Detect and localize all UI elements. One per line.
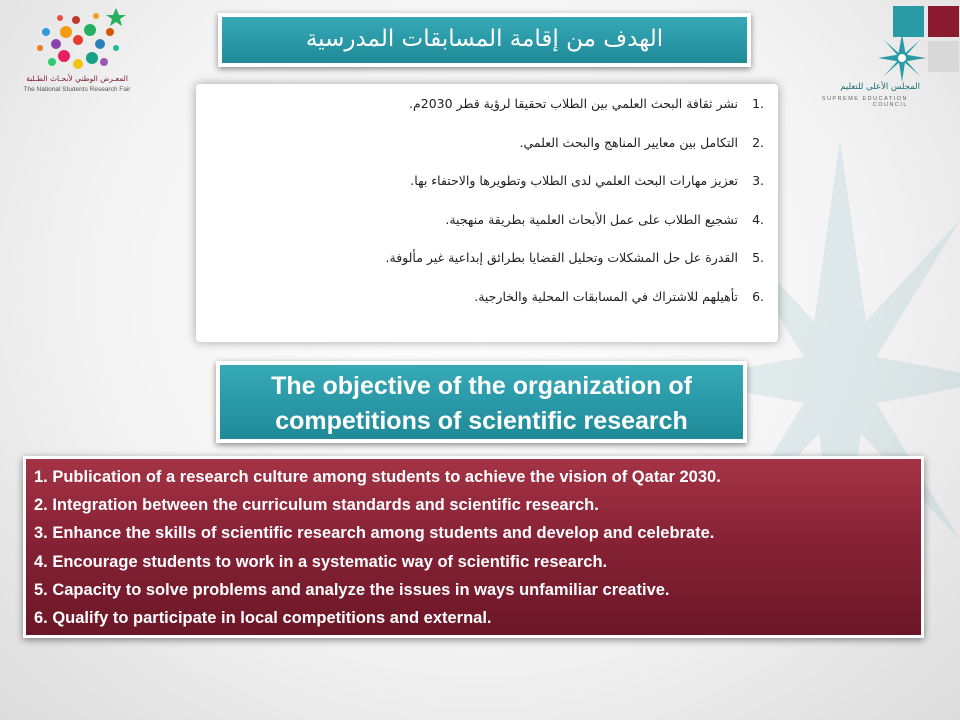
research-fair-name-english: The National Students Research Fair (23, 86, 131, 93)
list-item: 4. Encourage students to work in a systematic way of scientific research. (34, 552, 608, 571)
list-item: 3. Enhance the skills of scientific research among students and develop and celebrate. (34, 524, 715, 543)
list-item (196, 286, 778, 325)
list-item: 6. Qualify to participate in local competitions and external. (34, 609, 492, 628)
english-objectives-box (23, 456, 924, 638)
list-item: 2. Integration between the curriculum standards and scientific research. (34, 496, 599, 515)
list-item: 5. Capacity to solve problems and analyze the issues in ways unfamiliar creative. (34, 580, 670, 599)
item-text: نشر ثقافة البحث العلمي بين الطلاب تحقيقا لرؤية قطر 2030م. (409, 96, 738, 111)
english-title-line-1: The objective of the organization of (271, 372, 692, 400)
english-title-line-2: competitions of scientific research (275, 407, 688, 435)
item-number: 5. (752, 250, 764, 265)
arabic-objectives-list (196, 93, 778, 324)
item-text: التكامل بين معايير المناهج والبحث العلمي. (519, 134, 738, 150)
gray-tile (928, 41, 959, 72)
item-number: 6. (752, 288, 764, 304)
item-text: تأهيلهم للاشتراك في المسابقات المحلية والخارجية. (474, 288, 738, 304)
list-item: 1. Publication of a research culture among students to achieve the vision of Qatar 2030. (34, 468, 721, 486)
maroon-tile (928, 6, 959, 37)
supreme-education-council-logo (872, 30, 932, 86)
arabic-objectives-box (196, 84, 778, 342)
english-objectives-list (34, 463, 721, 632)
arabic-title-banner (218, 13, 751, 67)
item-text: القدرة عل حل المشكلات وتحليل القضايا بطرائق إبداعية غير مألوفة. (385, 250, 738, 265)
list-item (196, 132, 778, 171)
item-number: 2. (752, 134, 764, 150)
arabic-title: الهدف من إقامة المسابقات المدرسية (305, 26, 664, 52)
list-item (196, 247, 778, 286)
list-item (196, 93, 778, 132)
item-number: 1. (752, 96, 764, 111)
council-name-arabic: المجلس الأعلى للتعليم (840, 82, 920, 92)
council-name-english: SUPREME EDUCATION COUNCIL (821, 96, 908, 108)
list-item (196, 209, 778, 248)
item-number: 4. (752, 211, 764, 227)
research-fair-name-arabic: المعـرض الوطني لأبحـاث الطـلبة (26, 74, 128, 83)
english-title-banner (216, 361, 747, 443)
item-text: تعزيز مهارات البحث العلمي لدى الطلاب وتطويرها والاحتفاء بها. (410, 173, 738, 188)
item-number: 3. (752, 173, 764, 188)
item-text: تشجيع الطلاب على عمل الأبحاث العلمية بطريقة منهجية. (445, 211, 738, 227)
list-item (196, 170, 778, 209)
